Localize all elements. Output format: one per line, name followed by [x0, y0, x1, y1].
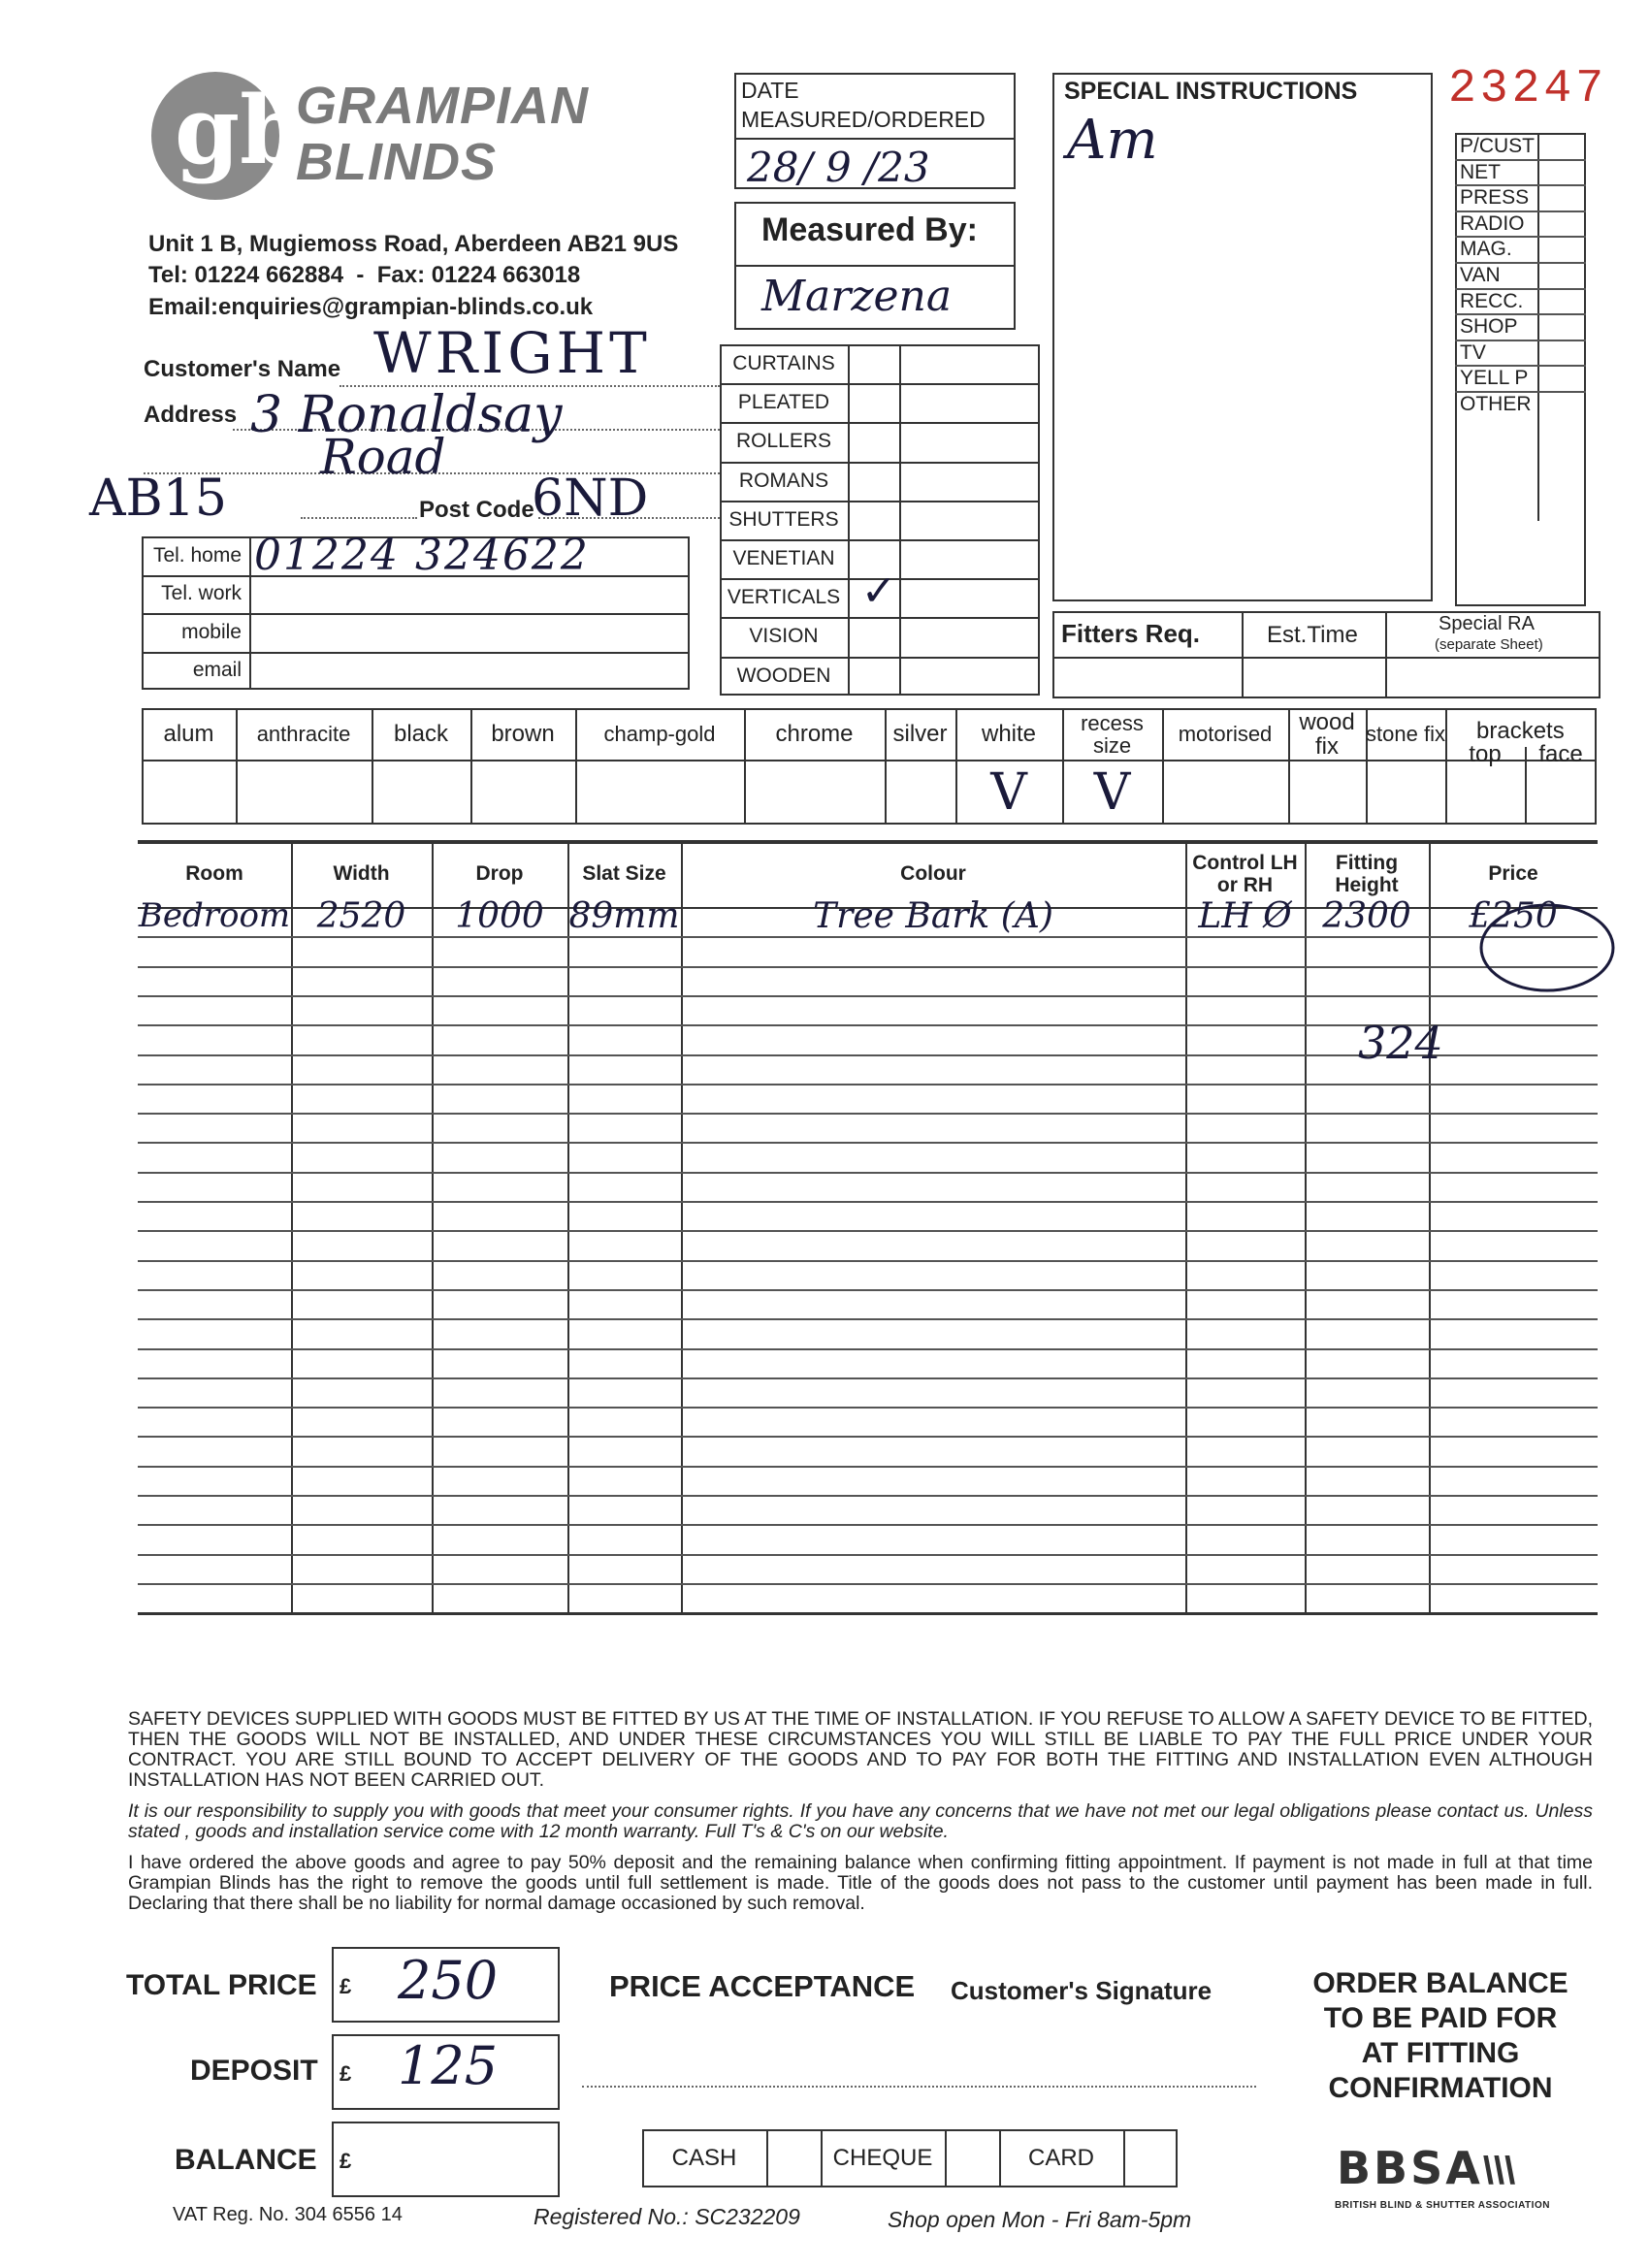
product-type-checkbox[interactable] — [850, 377, 908, 416]
customer-name-label: Customer's Name — [144, 356, 341, 382]
rights-terms: It is our responsibility to supply you with goods that meet your consumer rights. If you have any concerns that we have not met our legal obligations please contact us. Unless stated , goods and installation service come with 12 month warranty. Full T's & C's on our website. — [128, 1800, 1593, 1842]
date-label: DATE — [741, 78, 799, 103]
order-balance-line: CONFIRMATION — [1328, 2072, 1553, 2104]
deposit-label: DEPOSIT — [190, 2055, 318, 2087]
option-checkbox[interactable] — [744, 761, 885, 824]
table-note[interactable]: 324 — [1358, 1017, 1443, 1069]
source-option-label: MAG. — [1460, 238, 1512, 261]
table-cell[interactable]: LH Ø — [1198, 896, 1292, 937]
registered-number: Registered No.: SC232209 — [534, 2204, 800, 2229]
table-cell[interactable]: £250 — [1469, 896, 1558, 937]
shop-hours: Shop open Mon - Fri 8am-5pm — [888, 2207, 1192, 2232]
contact-label: Tel. work — [161, 582, 242, 605]
option-label: alum — [163, 721, 214, 748]
source-option-label: TV — [1460, 340, 1486, 364]
bbsa-logo — [1337, 2142, 1515, 2194]
address-label: Address — [144, 402, 238, 428]
table-header: Control LH or RH — [1192, 852, 1298, 896]
address-line1[interactable]: 3 Ronaldsay — [250, 386, 563, 444]
option-label: chrome — [775, 721, 854, 748]
brackets-label: brackets — [1476, 718, 1565, 744]
company-logo — [146, 68, 306, 204]
payment-method-checkbox[interactable] — [947, 2131, 997, 2186]
order-balance-notice — [1280, 1966, 1600, 2106]
product-type-label: PLEATED — [737, 391, 830, 414]
postcode-value[interactable]: 6ND — [532, 470, 649, 528]
product-type-checkbox[interactable] — [850, 651, 908, 690]
source-option-checkbox[interactable] — [1539, 160, 1584, 184]
company-phone-fax: Tel: 01224 662884 - Fax: 01224 663018 — [148, 262, 581, 288]
source-option-checkbox[interactable] — [1539, 211, 1584, 236]
company-email: Email:enquiries@grampian-blinds.co.uk — [148, 294, 594, 320]
payment-method-label: CASH — [671, 2145, 737, 2172]
option-label: champ-gold — [603, 722, 716, 747]
option-checkbox[interactable] — [1525, 761, 1597, 824]
product-type-checkbox[interactable] — [850, 339, 908, 377]
order-balance-line: TO BE PAID FOR — [1323, 2002, 1558, 2034]
vat-number: VAT Reg. No. 304 6556 14 — [173, 2204, 403, 2225]
table-header: Room — [185, 862, 243, 886]
product-type-checkbox[interactable] — [850, 456, 908, 495]
option-checkbox[interactable] — [236, 761, 372, 824]
table-cell[interactable]: Bedroom — [138, 896, 291, 936]
customer-name-value[interactable]: WRIGHT — [373, 320, 651, 386]
special-instructions-value[interactable]: Am — [1067, 109, 1158, 172]
order-terms: I have ordered the above goods and agree to pay 50% deposit and the remaining balance when confirming fitting appointment. If payment is not made in full at that time Grampian Blinds has the right to remove the goods until full settlement is made. Title of the goods does not pass to the customer until payment has been made in full. Declaring that there shall be no liability for normal damage occasioned by such removal. — [128, 1852, 1593, 1914]
table-cell[interactable]: Tree Bark (A) — [813, 896, 1053, 937]
table-cell[interactable]: 1000 — [455, 896, 544, 937]
option-checkbox[interactable] — [1445, 761, 1525, 824]
logo-mark-icon — [146, 68, 306, 204]
source-option-label: NET — [1460, 160, 1501, 183]
special-instructions-label: SPECIAL INSTRUCTIONS — [1064, 78, 1358, 105]
table-cell[interactable]: 89mm — [568, 896, 680, 937]
source-option-checkbox[interactable] — [1539, 263, 1584, 287]
postcode-label: Post Code — [419, 497, 534, 523]
company-name-line1: GRAMPIAN — [296, 77, 589, 135]
option-checkbox[interactable] — [575, 761, 744, 824]
product-type-label: SHUTTERS — [728, 507, 839, 531]
total-price-label: TOTAL PRICE — [126, 1969, 317, 2001]
contact-label: mobile — [181, 620, 242, 643]
payment-method-label: CHEQUE — [832, 2145, 933, 2172]
table-cell[interactable]: 2300 — [1322, 896, 1411, 937]
est-time-label: Est.Time — [1267, 622, 1358, 648]
table-header: Slat Size — [582, 862, 666, 886]
customer-signature-label: Customer's Signature — [951, 1976, 1212, 2005]
source-option-label: P/CUST — [1460, 135, 1536, 157]
option-label: brown — [491, 721, 555, 748]
special-ra-label: Special RA — [1439, 613, 1535, 634]
table-cell[interactable]: 2520 — [316, 896, 406, 937]
order-balance-line: ORDER BALANCE — [1312, 1967, 1568, 1999]
option-label: anthracite — [256, 722, 351, 747]
bbsa-tagline: BRITISH BLIND & SHUTTER ASSOCIATION — [1335, 2200, 1550, 2211]
option-label: motorised — [1178, 722, 1273, 747]
product-type-checkbox[interactable] — [850, 416, 908, 455]
product-type-label: VERTICALS — [727, 586, 841, 609]
payment-method-checkbox[interactable] — [1125, 2131, 1176, 2186]
source-option-checkbox[interactable] — [1539, 340, 1584, 365]
address-line2[interactable]: Road — [320, 429, 446, 485]
table-header: Colour — [900, 862, 966, 886]
safety-terms: SAFETY DEVICES SUPPLIED WITH GOODS MUST BE FITTED BY US AT THE TIME OF INSTALLATION. IF YOU REFUSE TO ALLOW A SAFETY DEVICE TO BE FITTED, THEN THE GOODS WILL NOT BE INSTALLED, AND UNDER THESE CIRCUMSTANCES YOU WILL STILL BE LIABLE TO PAY THE FULL PRICE UNDER YOUR CONTRACT. YOU ARE STILL BOUND TO ACCEPT DELIVERY OF THE GOODS AND TO PAY FOR BOTH THE FITTING AND INSTALLATION EVEN ALTHOUGH INSTALLATION HAS NOT BEEN CARRIED OUT. — [128, 1708, 1593, 1791]
fitters-required-label: Fitters Req. — [1061, 619, 1201, 648]
balance-currency: £ — [340, 2149, 352, 2173]
deposit-value[interactable]: 125 — [398, 2035, 499, 2096]
deposit-currency: £ — [340, 2061, 352, 2086]
option-label: black — [393, 721, 449, 748]
total-price-value[interactable]: 250 — [398, 1950, 499, 2011]
date-value[interactable]: 28/ 9 /23 — [747, 144, 930, 191]
source-option-checkbox[interactable] — [1539, 314, 1584, 339]
company-name-line2: BLINDS — [296, 133, 497, 191]
product-type-label: CURTAINS — [732, 352, 835, 375]
source-option-label: YELL P — [1460, 367, 1529, 390]
option-label: stone fix — [1366, 722, 1445, 747]
option-checkbox[interactable] — [1162, 761, 1288, 824]
source-option-label: PRESS — [1460, 186, 1530, 210]
payment-method-label: CARD — [1027, 2145, 1094, 2172]
date-label-2: MEASURED/ORDERED — [741, 107, 986, 132]
source-option-checkbox[interactable] — [1539, 134, 1584, 158]
option-label: wood fix — [1299, 708, 1355, 760]
measured-by-value[interactable]: Marzena — [761, 272, 953, 321]
product-type-checkbox[interactable]: ✓ — [860, 567, 897, 617]
source-option-label: RECC. — [1460, 289, 1524, 312]
product-type-label: ROMANS — [738, 469, 829, 492]
option-checkbox[interactable] — [1366, 761, 1445, 824]
contact-label: Tel. home — [152, 543, 242, 567]
table-header: Width — [333, 862, 390, 886]
price-circle-annotation — [1474, 894, 1620, 1001]
product-type-label: VISION — [749, 625, 819, 648]
contact-value[interactable]: 01224 324622 — [254, 531, 590, 580]
option-label: top — [1469, 741, 1502, 768]
special-ra-note: (separate Sheet) — [1435, 636, 1543, 653]
option-checkbox[interactable]: V — [990, 762, 1027, 822]
product-type-checkbox[interactable] — [850, 495, 908, 534]
total-currency: £ — [340, 1974, 352, 1998]
option-label: recess size — [1081, 710, 1144, 758]
postcode-prefix[interactable]: AB15 — [89, 470, 227, 528]
logo-letters: gb — [175, 76, 306, 185]
table-header: Drop — [475, 862, 524, 886]
bbsa-slashes-icon: \\\ — [1482, 2150, 1516, 2192]
option-checkbox[interactable] — [372, 761, 470, 824]
source-option-checkbox[interactable] — [1539, 366, 1584, 390]
source-option-label: OTHER — [1460, 393, 1532, 415]
order-balance-line: AT FITTING — [1361, 2037, 1520, 2069]
source-option-checkbox[interactable] — [1539, 289, 1584, 313]
option-checkbox[interactable] — [470, 761, 575, 824]
table-header: Fitting Height — [1335, 852, 1399, 896]
contact-label: email — [192, 659, 242, 682]
table-header: Price — [1488, 862, 1538, 886]
product-type-label: VENETIAN — [732, 547, 835, 570]
company-address: Unit 1 B, Mugiemoss Road, Aberdeen AB21 9US — [148, 231, 679, 257]
option-label: white — [981, 721, 1037, 748]
balance-box[interactable] — [332, 2122, 560, 2197]
signature-line[interactable] — [582, 2086, 1256, 2088]
product-type-label: WOODEN — [736, 664, 831, 687]
measured-by-label: Measured By: — [761, 211, 978, 248]
option-checkbox[interactable] — [1288, 761, 1366, 824]
option-checkbox[interactable] — [142, 761, 236, 824]
balance-label: BALANCE — [175, 2144, 317, 2176]
payment-method-checkbox[interactable] — [768, 2131, 819, 2186]
form-number: 23247 — [1448, 63, 1608, 115]
product-type-label: ROLLERS — [735, 430, 832, 453]
source-option-label: RADIO — [1460, 211, 1525, 235]
product-type-checkbox[interactable] — [850, 611, 908, 650]
source-option-checkbox[interactable] — [1539, 185, 1584, 210]
source-option-label: VAN — [1460, 264, 1501, 286]
source-option-checkbox[interactable] — [1539, 237, 1584, 261]
source-option-label: SHOP — [1460, 315, 1518, 339]
bbsa-logo-text: BBSA — [1337, 2142, 1483, 2194]
option-label: silver — [892, 721, 948, 748]
price-acceptance-label: PRICE ACCEPTANCE — [609, 1969, 916, 2003]
option-checkbox[interactable] — [885, 761, 955, 824]
option-label: face — [1538, 741, 1583, 768]
option-checkbox[interactable]: V — [1093, 762, 1131, 822]
